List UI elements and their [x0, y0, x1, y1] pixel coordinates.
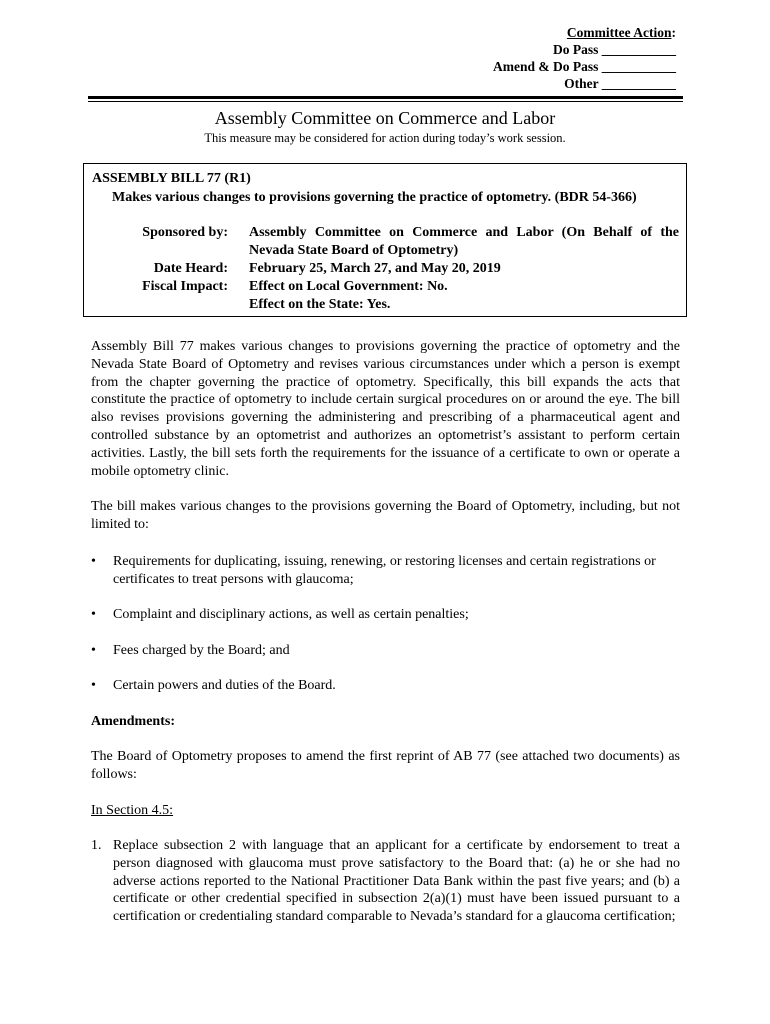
- committee-action-title: Committee Action:: [566, 25, 676, 40]
- bullet-icon: •: [91, 643, 96, 658]
- bullet-icon: •: [91, 607, 96, 622]
- do-pass-line: Do Pass ___________: [552, 42, 676, 57]
- sponsored-label: Sponsored by:: [142, 225, 228, 240]
- header-rule-thin: [88, 101, 683, 102]
- fiscal-state-value: Effect on the State: Yes.: [249, 297, 391, 312]
- fiscal-local-value: Effect on Local Government: No.: [249, 279, 448, 294]
- amend-do-pass-line: Amend & Do Pass ___________: [492, 59, 676, 74]
- date-heard-value: February 25, March 27, and May 20, 2019: [249, 261, 501, 276]
- bullet-icon: •: [91, 678, 96, 693]
- item-number: 1.: [91, 838, 102, 853]
- bill-number: ASSEMBLY BILL 77 (R1): [92, 171, 251, 186]
- work-session-note: This measure may be considered for action during today’s work session.: [204, 131, 566, 145]
- date-heard-label: Date Heard:: [153, 261, 228, 276]
- amendments-heading: Amendments:: [91, 714, 175, 729]
- amendment-intro-paragraph: The Board of Optometry proposes to amend the first reprint of AB 77 (see attached two documents) as follows:: [91, 749, 680, 782]
- board-changes-paragraph: The bill makes various changes to the provisions governing the Board of Optometry, including, but not limited to:: [91, 499, 680, 532]
- bullet-text: Requirements for duplicating, issuing, renewing, or restoring licenses and certain registrations or certificates to treat persons with glaucoma;: [113, 554, 656, 587]
- summary-paragraph: Assembly Bill 77 makes various changes to provisions governing the practice of optometry and the Nevada State Board of Optometry and revises various circumstances under which a person is exempt from the chapter governing the practice of optometry. Specifically, this bill expands the acts that constitute the practice of optometry to include certain surgical procedures on or around the eye. The bill also revises provisions governing the administering and prescribing of a pharmaceutical agent and controlled substance by an optometrist and authorizes an optometrist’s assistant to perform certain activities. Lastly, the bill sets forth the requirements for the issuance of a certificate to own or operate a mobile optometry clinic.: [91, 339, 680, 479]
- bill-description: Makes various changes to provisions governing the practice of optometry. (BDR 54-366): [112, 190, 637, 205]
- other-line: Other ___________: [564, 76, 676, 91]
- item-text: Replace subsection 2 with language that an applicant for a certificate by endorsement to treat a person diagnosed with glaucoma must prove satisfactory to the Board that: (a) he or she had no adverse actions reported to the National Practitioner Data Bank within the past five years; and (b) a certificate or other credential specified in subsection 2(a)(1) must have been issued pursuant to a certification or credentialing standard comparable to Nevada’s standard for a glaucoma certification;: [113, 838, 680, 925]
- committee-action-block: [493, 24, 676, 92]
- header-rule-thick: [88, 96, 683, 99]
- fiscal-impact-label: Fiscal Impact:: [142, 279, 228, 294]
- section-heading: In Section 4.5:: [91, 803, 174, 818]
- bill-summary-box: [83, 163, 687, 317]
- bullet-icon: •: [91, 554, 96, 569]
- bullet-text: Complaint and disciplinary actions, as well as certain penalties;: [113, 607, 469, 622]
- committee-title: Assembly Committee on Commerce and Labor: [214, 108, 556, 128]
- bullet-text: Certain powers and duties of the Board.: [113, 678, 336, 693]
- sponsored-value: Assembly Committee on Commerce and Labor (On Behalf of the Nevada State Board of Optometry): [249, 225, 679, 258]
- bullet-text: Fees charged by the Board; and: [113, 643, 290, 658]
